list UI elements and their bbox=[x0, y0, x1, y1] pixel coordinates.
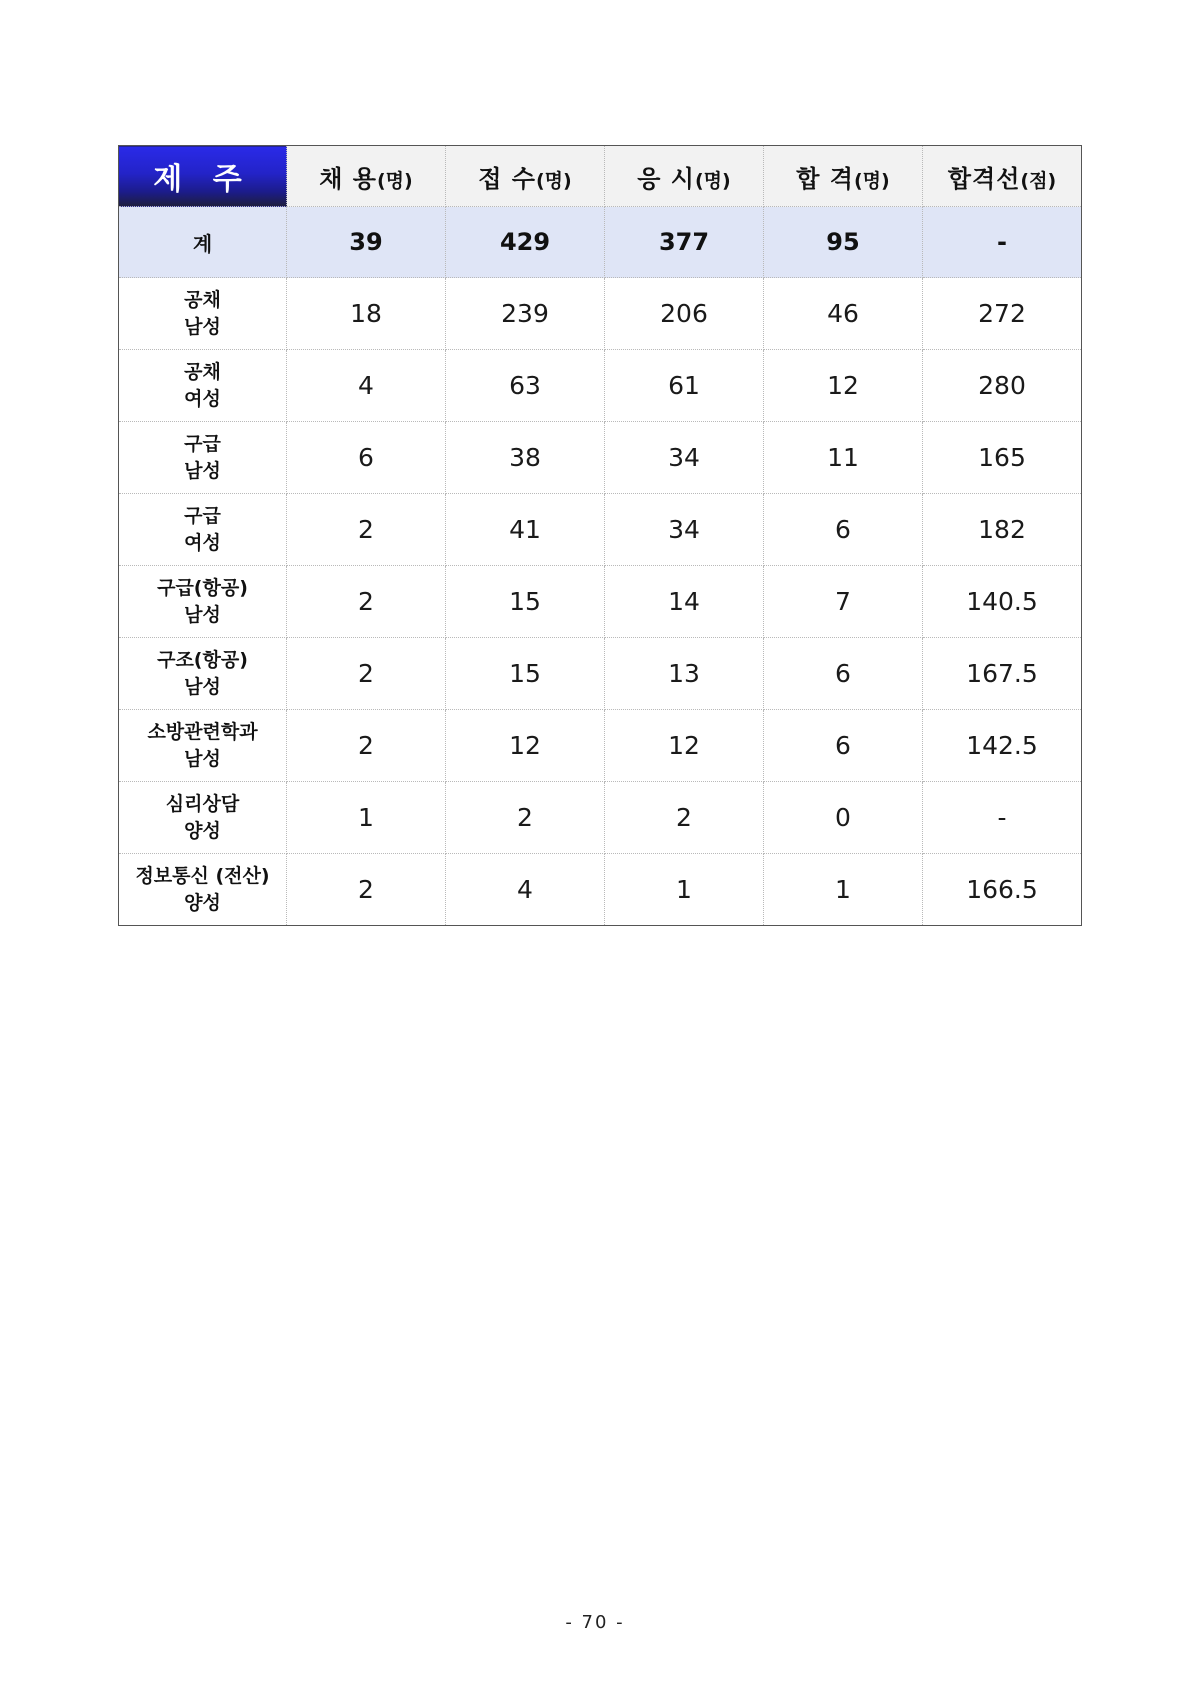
table-cell: 7 bbox=[764, 566, 923, 638]
table-cell: 4 bbox=[287, 350, 446, 422]
column-header-applied bbox=[446, 146, 605, 207]
column-header-unit: (명) bbox=[536, 169, 572, 192]
table-cell: 15 bbox=[446, 638, 605, 710]
page-number: - 70 - bbox=[565, 1612, 625, 1633]
table-cell: 14 bbox=[605, 566, 764, 638]
table-cell: 34 bbox=[605, 422, 764, 494]
recruitment-stats-table bbox=[118, 145, 1082, 926]
table-cell: 206 bbox=[605, 278, 764, 350]
table-cell: 6 bbox=[764, 494, 923, 566]
row-label-gender: 양성 bbox=[184, 819, 221, 842]
row-label bbox=[119, 566, 287, 638]
table-cell: 6 bbox=[287, 422, 446, 494]
table-cell: 2 bbox=[287, 710, 446, 782]
column-header-label: 채 용 bbox=[319, 164, 377, 193]
column-header-unit: (명) bbox=[695, 169, 731, 192]
column-header-unit: (명) bbox=[854, 169, 890, 192]
row-label-category: 심리상담 bbox=[165, 792, 240, 815]
table-cell: 2 bbox=[446, 782, 605, 854]
table-cell: 63 bbox=[446, 350, 605, 422]
table-cell: 34 bbox=[605, 494, 764, 566]
row-label bbox=[119, 854, 287, 926]
table-cell: 2 bbox=[605, 782, 764, 854]
row-label bbox=[119, 782, 287, 854]
table-cell: 1 bbox=[605, 854, 764, 926]
column-header-hired bbox=[287, 146, 446, 207]
table-cell: - bbox=[923, 207, 1082, 278]
row-label-category: 소방관련학과 bbox=[147, 720, 258, 743]
table-row bbox=[119, 350, 1082, 422]
table-row bbox=[119, 566, 1082, 638]
total-label: 계 bbox=[119, 207, 287, 278]
table-cell: 38 bbox=[446, 422, 605, 494]
column-header-passed bbox=[764, 146, 923, 207]
table-cell: 377 bbox=[605, 207, 764, 278]
column-header-label: 접 수 bbox=[478, 164, 536, 193]
column-header-unit: (명) bbox=[377, 169, 413, 192]
table-body bbox=[119, 207, 1082, 926]
table-cell: 166.5 bbox=[923, 854, 1082, 926]
table-cell: 12 bbox=[605, 710, 764, 782]
table-cell: 6 bbox=[764, 638, 923, 710]
column-header-unit: (점) bbox=[1020, 169, 1057, 192]
row-label-gender: 남성 bbox=[184, 675, 221, 698]
row-label-category: 구급(항공) bbox=[157, 576, 248, 599]
row-label-gender: 남성 bbox=[184, 315, 221, 338]
table-cell: 11 bbox=[764, 422, 923, 494]
table-cell: 1 bbox=[764, 854, 923, 926]
table-cell: 280 bbox=[923, 350, 1082, 422]
column-header-tested bbox=[605, 146, 764, 207]
table-cell: 39 bbox=[287, 207, 446, 278]
table-cell: 142.5 bbox=[923, 710, 1082, 782]
table-cell: 12 bbox=[764, 350, 923, 422]
table-row bbox=[119, 638, 1082, 710]
table-cell: 429 bbox=[446, 207, 605, 278]
table-row bbox=[119, 278, 1082, 350]
table-row bbox=[119, 494, 1082, 566]
row-label bbox=[119, 350, 287, 422]
row-label-gender: 여성 bbox=[184, 531, 221, 554]
table-cell: 140.5 bbox=[923, 566, 1082, 638]
column-header-label: 응 시 bbox=[637, 164, 695, 193]
row-label-category: 공채 bbox=[184, 360, 221, 383]
row-label-category: 공채 bbox=[184, 288, 221, 311]
row-label-gender: 양성 bbox=[184, 891, 221, 914]
table-cell: 239 bbox=[446, 278, 605, 350]
row-label bbox=[119, 638, 287, 710]
table-cell: 12 bbox=[446, 710, 605, 782]
header-row bbox=[119, 146, 1082, 207]
table-cell: 18 bbox=[287, 278, 446, 350]
table-row bbox=[119, 422, 1082, 494]
table-row bbox=[119, 854, 1082, 926]
table-row bbox=[119, 710, 1082, 782]
table-row bbox=[119, 782, 1082, 854]
row-label bbox=[119, 278, 287, 350]
table-cell: 182 bbox=[923, 494, 1082, 566]
row-label-category: 정보통신 (전산) bbox=[135, 864, 270, 887]
region-header: 제 주 bbox=[119, 146, 287, 207]
table-header bbox=[119, 146, 1082, 207]
row-label bbox=[119, 710, 287, 782]
column-header-label: 합 격 bbox=[796, 164, 854, 193]
table-cell: 46 bbox=[764, 278, 923, 350]
table-cell: 41 bbox=[446, 494, 605, 566]
table-cell: 2 bbox=[287, 566, 446, 638]
row-label-gender: 남성 bbox=[184, 603, 221, 626]
table-cell: 13 bbox=[605, 638, 764, 710]
table-cell: 1 bbox=[287, 782, 446, 854]
row-label-gender: 남성 bbox=[184, 459, 221, 482]
table-cell: 167.5 bbox=[923, 638, 1082, 710]
row-label-category: 구급 bbox=[184, 432, 221, 455]
total-row bbox=[119, 207, 1082, 278]
row-label bbox=[119, 494, 287, 566]
table-cell: 95 bbox=[764, 207, 923, 278]
column-header-label: 합격선 bbox=[947, 164, 1021, 193]
table-cell: 15 bbox=[446, 566, 605, 638]
row-label-gender: 여성 bbox=[184, 387, 221, 410]
row-label-category: 구조(항공) bbox=[157, 648, 248, 671]
table-cell: 4 bbox=[446, 854, 605, 926]
row-label bbox=[119, 422, 287, 494]
table-cell: 61 bbox=[605, 350, 764, 422]
table-cell: 272 bbox=[923, 278, 1082, 350]
table-cell: 2 bbox=[287, 494, 446, 566]
column-header-cutoff bbox=[923, 146, 1082, 207]
table-cell: 2 bbox=[287, 854, 446, 926]
table-cell: 0 bbox=[764, 782, 923, 854]
table-cell: 6 bbox=[764, 710, 923, 782]
table-cell: 165 bbox=[923, 422, 1082, 494]
table-cell: 2 bbox=[287, 638, 446, 710]
row-label-category: 구급 bbox=[184, 504, 221, 527]
row-label-gender: 남성 bbox=[184, 747, 221, 770]
table-cell: - bbox=[923, 782, 1082, 854]
